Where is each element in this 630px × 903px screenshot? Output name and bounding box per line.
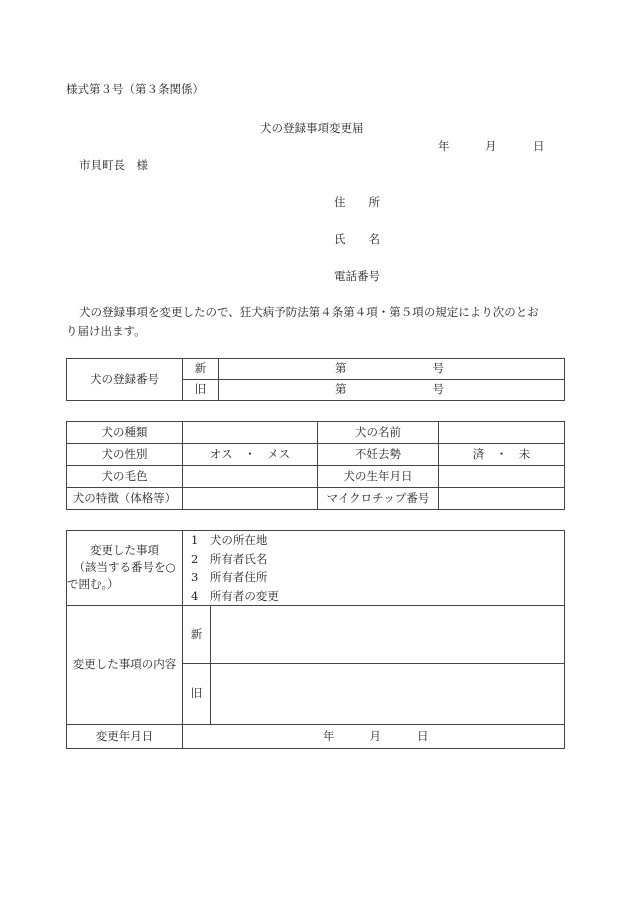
form-title: 犬の登録事項変更届 bbox=[260, 121, 364, 135]
birthdate-label: 犬の生年月日 bbox=[318, 466, 439, 488]
breed-field[interactable] bbox=[183, 422, 318, 444]
registration-table bbox=[66, 358, 565, 401]
sex-options[interactable]: オス ・ メス bbox=[183, 444, 318, 466]
microchip-label: マイクロチップ番号 bbox=[318, 488, 439, 510]
coat-field[interactable] bbox=[183, 466, 318, 488]
registration-new-number[interactable]: 第 号 bbox=[219, 359, 565, 380]
option-owner-name[interactable]: 2 所有者氏名 bbox=[191, 551, 268, 566]
changes-table bbox=[66, 530, 565, 749]
change-new-label: 新 bbox=[183, 606, 211, 664]
body-text-line2: り届け出ます。 bbox=[66, 324, 146, 338]
dog-name-label: 犬の名前 bbox=[318, 422, 439, 444]
date-day-label: 日 bbox=[533, 139, 545, 153]
registration-old-number[interactable]: 第 号 bbox=[219, 380, 565, 401]
form-number: 様式第３号（第３条関係） bbox=[66, 82, 204, 96]
date-month-label: 月 bbox=[485, 139, 497, 153]
changed-item-label: 変更した事項 （該当する番号を○ で囲む。） bbox=[67, 531, 183, 606]
changed-item-options[interactable] bbox=[183, 531, 565, 606]
sex-label: 犬の性別 bbox=[67, 444, 183, 466]
change-old-label: 旧 bbox=[183, 664, 211, 725]
date-year-label: 年 bbox=[438, 139, 450, 153]
body-text-line1: 犬の登録事項を変更したので、狂犬病予防法第４条第４項・第５項の規定により次のとお bbox=[79, 305, 539, 319]
sterilized-options[interactable]: 済 ・ 未 bbox=[439, 444, 565, 466]
name-label: 氏 名 bbox=[334, 232, 380, 246]
option-owner-address[interactable]: 3 所有者住所 bbox=[191, 570, 268, 584]
features-field[interactable] bbox=[183, 488, 318, 510]
change-new-field[interactable] bbox=[211, 606, 565, 664]
address-label: 住 所 bbox=[334, 195, 380, 209]
dog-name-field[interactable] bbox=[439, 422, 565, 444]
change-content-label: 変更した事項の内容 bbox=[67, 606, 183, 725]
phone-label: 電話番号 bbox=[334, 269, 380, 283]
addressee: 市貝町長 様 bbox=[79, 158, 148, 172]
sterilized-label: 不妊去勢 bbox=[318, 444, 439, 466]
birthdate-field[interactable] bbox=[439, 466, 565, 488]
registration-old-label: 旧 bbox=[183, 380, 219, 401]
breed-label: 犬の種類 bbox=[67, 422, 183, 444]
option-location[interactable]: 1 犬の所在地 bbox=[191, 533, 268, 547]
coat-label: 犬の毛色 bbox=[67, 466, 183, 488]
features-label: 犬の特徴（体格等） bbox=[67, 488, 183, 510]
registration-new-label: 新 bbox=[183, 359, 219, 380]
change-old-field[interactable] bbox=[211, 664, 565, 725]
dog-info-table bbox=[66, 421, 565, 510]
change-date-label: 変更年月日 bbox=[67, 725, 183, 749]
registration-label: 犬の登録番号 bbox=[67, 359, 183, 401]
option-owner-change[interactable]: 4 所有者の変更 bbox=[191, 588, 279, 603]
change-date-field[interactable]: 年 月 日 bbox=[183, 725, 565, 749]
microchip-field[interactable] bbox=[439, 488, 565, 510]
